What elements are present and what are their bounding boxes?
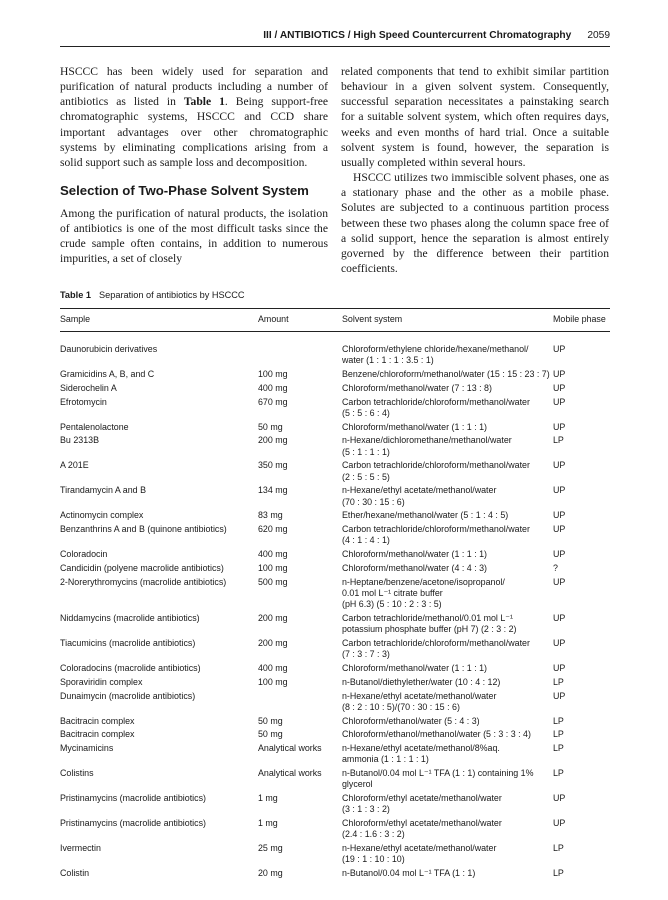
cell-sample: Candicidin (polyene macrolide antibiotics) (60, 562, 224, 573)
cell-sample: Colistin (60, 868, 90, 879)
antibiotics-table (60, 308, 610, 882)
cell-solvent-system (342, 743, 500, 765)
cell-amount: Analytical works (258, 768, 322, 779)
solvent-line: (5 : 1 : 1 : 1) (342, 446, 390, 457)
solvent-line: Chloroform/ethylene chloride/hexane/methanol/ (342, 344, 529, 354)
solvent-line: n-Hexane/dichloromethane/methanol/water (342, 435, 512, 446)
table-row (60, 663, 610, 677)
solvent-line: water (1 : 1 : 1 : 3.5 : 1) (342, 355, 434, 366)
cell-amount: 1 mg (258, 793, 278, 804)
solvent-line: n-Butanol/0.04 mol L⁻¹ TFA (1 : 1) containing 1% (342, 768, 534, 779)
left-column (60, 64, 328, 266)
cell-solvent-system (342, 397, 530, 419)
cell-mobile-phase: ? (553, 562, 558, 573)
table-row (60, 344, 610, 369)
cell-mobile-phase: UP (553, 421, 566, 432)
cell-sample: A 201E (60, 460, 89, 471)
table-row (60, 613, 610, 638)
cell-solvent-system (342, 510, 508, 521)
column-header-sample: Sample (60, 314, 91, 324)
cell-solvent-system (342, 691, 496, 713)
table-caption-text: Separation of antibiotics by HSCCC (98, 290, 245, 300)
cell-mobile-phase: UP (553, 818, 566, 829)
cell-sample: Gramicidins A, B, and C (60, 369, 155, 379)
cell-solvent-system (342, 422, 487, 433)
table-header (60, 308, 610, 332)
cell-sample: Benzanthrins A and B (quinone antibiotics) (60, 524, 227, 535)
cell-amount: 50 mg (258, 729, 283, 740)
cell-mobile-phase: LP (553, 743, 564, 754)
solvent-line: (5 : 5 : 6 : 4) (342, 407, 390, 418)
cell-sample: Actinomycin complex (60, 510, 144, 521)
cell-mobile-phase: UP (553, 793, 566, 804)
cell-sample: Coloradocin (60, 549, 108, 560)
table-caption (60, 290, 245, 300)
solvent-line: Carbon tetrachloride/chloroform/methanol/water (342, 637, 530, 648)
solvent-line: (70 : 30 : 15 : 6) (342, 496, 405, 507)
cell-sample: Dunaimycin (macrolide antibiotics) (60, 690, 196, 701)
cell-amount: Analytical works (258, 743, 322, 754)
intro-paragraph (60, 64, 328, 170)
table-row (60, 729, 610, 743)
table-row (60, 768, 610, 793)
solvent-line: Chloroform/methanol/water (1 : 1 : 1) (342, 549, 488, 560)
cell-sample: Tirandamycin A and B (60, 485, 147, 496)
cell-solvent-system (342, 868, 475, 879)
cell-amount: 100 mg (258, 676, 288, 687)
cell-amount: 400 mg (258, 662, 288, 673)
table-row (60, 716, 610, 730)
cell-mobile-phase: UP (553, 690, 566, 701)
cell-amount: 100 mg (258, 369, 288, 379)
page-number: 2059 (587, 30, 610, 41)
cell-mobile-phase: UP (553, 510, 566, 521)
table-row (60, 563, 610, 577)
cell-mobile-phase: LP (553, 768, 564, 779)
column-header-amount: Amount (258, 314, 289, 324)
cell-sample: Daunorubicin derivatives (60, 344, 158, 354)
solvent-line: (pH 6.3) (5 : 10 : 2 : 3 : 5) (342, 599, 442, 610)
cell-mobile-phase: UP (553, 576, 566, 587)
cell-solvent-system (342, 729, 531, 740)
cell-mobile-phase: UP (553, 549, 566, 560)
running-header (60, 28, 610, 47)
solvent-line: Carbon tetrachloride/methanol/0.01 mol L⁻¹ (342, 612, 513, 623)
cell-solvent-system (342, 485, 496, 507)
solvent-line: n-Hexane/ethyl acetate/methanol/8%aq. (342, 743, 500, 754)
column-header-mobile-phase: Mobile phase (553, 314, 606, 324)
solvent-line: Carbon tetrachloride/chloroform/methanol/water (342, 460, 530, 471)
cell-solvent-system (342, 663, 487, 674)
cell-amount: 400 mg (258, 549, 288, 560)
table-row (60, 691, 610, 716)
table-row (60, 577, 610, 613)
cell-solvent-system (342, 563, 487, 574)
cell-sample: Niddamycins (macrolide antibiotics) (60, 612, 200, 623)
right-column (341, 64, 609, 276)
cell-mobile-phase: LP (553, 729, 564, 740)
table-label: Table 1 (60, 290, 91, 300)
table-row (60, 485, 610, 510)
table-row (60, 743, 610, 768)
cell-sample: Tiacumicins (macrolide antibiotics) (60, 637, 196, 648)
solvent-line: Carbon tetrachloride/chloroform/methanol/water (342, 396, 530, 407)
solvent-line: glycerol (342, 779, 373, 790)
cell-amount: 200 mg (258, 612, 288, 623)
cell-solvent-system (342, 818, 502, 840)
cell-mobile-phase: LP (553, 868, 564, 879)
cell-sample: Ivermectin (60, 843, 101, 854)
solvent-line: n-Butanol/0.04 mol L⁻¹ TFA (1 : 1) (342, 868, 476, 879)
cell-solvent-system (342, 460, 530, 482)
cell-mobile-phase: UP (553, 344, 566, 354)
cell-solvent-system (342, 524, 530, 546)
table-row (60, 524, 610, 549)
solvent-line: (8 : 2 : 10 : 5)/(70 : 30 : 15 : 6) (342, 701, 460, 712)
intro-text: HSCCC has been widely used for separation and purification of natural products including a number of antibiotics as listed in (60, 65, 328, 109)
cell-mobile-phase: LP (553, 435, 564, 446)
cell-solvent-system (342, 549, 487, 560)
solvent-line: n-Hexane/ethyl acetate/methanol/water (342, 485, 497, 496)
cell-solvent-system (342, 638, 530, 660)
section-heading: Selection of Two-Phase Solvent System (60, 183, 309, 199)
column-header-solvent-system: Solvent system (342, 314, 403, 324)
table-row (60, 460, 610, 485)
solvent-line: Chloroform/methanol/water (4 : 4 : 3) (342, 562, 488, 573)
solvent-line: n-Hexane/ethyl acetate/methanol/water (342, 690, 497, 701)
cell-amount: 200 mg (258, 637, 288, 648)
cell-solvent-system (342, 577, 505, 611)
cell-amount: 25 mg (258, 843, 283, 854)
table-row (60, 397, 610, 422)
running-title: III / ANTIBIOTICS / High Speed Countercurrent Chromatography (263, 30, 572, 41)
solvent-line: (2 : 5 : 5 : 5) (342, 471, 390, 482)
solvent-line: Chloroform/ethyl acetate/methanol/water (342, 818, 502, 829)
cell-amount: 400 mg (258, 382, 288, 393)
cell-amount: 20 mg (258, 868, 283, 879)
cell-sample: Colistins (60, 768, 94, 779)
cell-sample: Pristinamycins (macrolide antibiotics) (60, 818, 206, 829)
table-row (60, 818, 610, 843)
cell-solvent-system (342, 344, 528, 366)
cell-solvent-system (342, 369, 550, 380)
cell-amount: 100 mg (258, 562, 288, 573)
cell-solvent-system (342, 843, 496, 865)
cell-mobile-phase: UP (553, 662, 566, 673)
table-row (60, 435, 610, 460)
cell-mobile-phase: UP (553, 485, 566, 496)
solvent-line: Chloroform/methanol/water (7 : 13 : 8) (342, 382, 492, 393)
cell-mobile-phase: UP (553, 637, 566, 648)
cell-sample: Coloradocins (macrolide antibiotics) (60, 662, 201, 673)
cell-mobile-phase: UP (553, 612, 566, 623)
solvent-line: Chloroform/ethanol/methanol/water (5 : 3 : 3 : 4) (342, 729, 531, 740)
cell-sample: Bacitracin complex (60, 729, 135, 740)
cell-amount: 50 mg (258, 715, 283, 726)
cell-mobile-phase: UP (553, 524, 566, 535)
cell-mobile-phase: UP (553, 382, 566, 393)
table-body (60, 344, 610, 882)
solvent-line: (4 : 1 : 4 : 1) (342, 535, 390, 546)
cell-amount: 500 mg (258, 576, 288, 587)
selection-paragraph: Among the purification of natural products, the isolation of antibiotics is one of the most difficult tasks since the crude sample often contains, in addition to numerous impurities, a set of closely (60, 206, 328, 266)
cell-sample: Bacitracin complex (60, 715, 135, 726)
table-row (60, 677, 610, 691)
cell-sample: Pentalenolactone (60, 421, 129, 432)
cell-solvent-system (342, 716, 480, 727)
cell-amount: 134 mg (258, 485, 288, 496)
solvent-line: n-Butanol/diethylether/water (10 : 4 : 12) (342, 676, 501, 687)
solvent-line: Chloroform/methanol/water (1 : 1 : 1) (342, 421, 488, 432)
cell-mobile-phase: LP (553, 715, 564, 726)
table-row (60, 422, 610, 436)
solvent-line: (2.4 : 1.6 : 3 : 2) (342, 829, 405, 840)
cell-solvent-system (342, 613, 516, 635)
table-row (60, 369, 610, 383)
cell-sample: Efrotomycin (60, 396, 107, 407)
cell-mobile-phase: LP (553, 843, 564, 854)
solvent-line: n-Heptane/benzene/acetone/isopropanol/ (342, 576, 505, 587)
cell-amount: 350 mg (258, 460, 288, 471)
table-reference-link[interactable]: Table 1 (183, 95, 225, 109)
solvent-line: Chloroform/methanol/water (1 : 1 : 1) (342, 662, 488, 673)
solvent-line: Chloroform/ethanol/water (5 : 4 : 3) (342, 715, 480, 726)
continued-paragraph: related components that tend to exhibit similar partition behaviour in a given solvent system. Consequently, successful separation necessitates a painstaking search for a suitable solvent system, which often requires days, weeks and even months of hard trial. Once a suitable solvent system is found, however, the separation is usually completed within several hours. (341, 65, 609, 169)
solvent-line: Carbon tetrachloride/chloroform/methanol/water (342, 524, 530, 535)
cell-amount: 83 mg (258, 510, 283, 521)
cell-amount: 200 mg (258, 435, 288, 446)
cell-sample: Bu 2313B (60, 435, 99, 446)
cell-mobile-phase: LP (553, 676, 564, 687)
solvent-line: 0.01 mol L⁻¹ citrate buffer (342, 587, 443, 598)
cell-sample: Pristinamycins (macrolide antibiotics) (60, 793, 206, 804)
solvent-line: ammonia (1 : 1 : 1 : 1) (342, 754, 429, 765)
solvent-line: potassium phosphate buffer (pH 7) (2 : 3 : 2) (342, 624, 517, 635)
cell-sample: Mycinamicins (60, 743, 114, 754)
table-row (60, 793, 610, 818)
table-row (60, 383, 610, 397)
solvent-line: n-Hexane/ethyl acetate/methanol/water (342, 843, 497, 854)
table-row (60, 868, 610, 882)
solvent-line: (3 : 1 : 3 : 2) (342, 804, 390, 815)
solvent-line: Chloroform/ethyl acetate/methanol/water (342, 793, 502, 804)
cell-amount: 1 mg (258, 818, 278, 829)
hsccc-paragraph: HSCCC utilizes two immiscible solvent phases, one as a stationary phase and the other as a mobile phase. Solutes are subjected to a continuous partition process between these two phases along the column space free of a solid support, hence the separation is almost entirely governed by the difference between their partition coefficients. (341, 171, 609, 276)
solvent-line: Ether/hexane/methanol/water (5 : 1 : 4 : 5) (342, 510, 509, 521)
cell-sample: Sporaviridin complex (60, 676, 143, 687)
solvent-line: (19 : 1 : 10 : 10) (342, 854, 405, 865)
cell-solvent-system (342, 793, 502, 815)
cell-solvent-system (342, 435, 512, 457)
table-row (60, 843, 610, 868)
cell-mobile-phase: UP (553, 460, 566, 471)
table-row (60, 638, 610, 663)
cell-mobile-phase: UP (553, 396, 566, 407)
cell-solvent-system (342, 768, 534, 790)
cell-mobile-phase: UP (553, 369, 566, 379)
table-row (60, 549, 610, 563)
cell-amount: 620 mg (258, 524, 288, 535)
cell-sample: Siderochelin A (60, 382, 117, 393)
cell-amount: 670 mg (258, 396, 288, 407)
table-row (60, 510, 610, 524)
cell-solvent-system (342, 677, 500, 688)
solvent-line: Benzene/chloroform/methanol/water (15 : 15 : 23 : 7) (342, 369, 550, 379)
cell-solvent-system (342, 383, 492, 394)
intro-text-rest: . Being support-free chromatographic systems, HSCCC and CCD share important advantages over other chromatographic systems by eliminating complications arising from a solid support such as sample loss and decomposition. (60, 95, 328, 169)
cell-amount: 50 mg (258, 421, 283, 432)
solvent-line: (7 : 3 : 7 : 3) (342, 649, 390, 660)
cell-sample: 2-Norerythromycins (macrolide antibiotics) (60, 576, 227, 587)
